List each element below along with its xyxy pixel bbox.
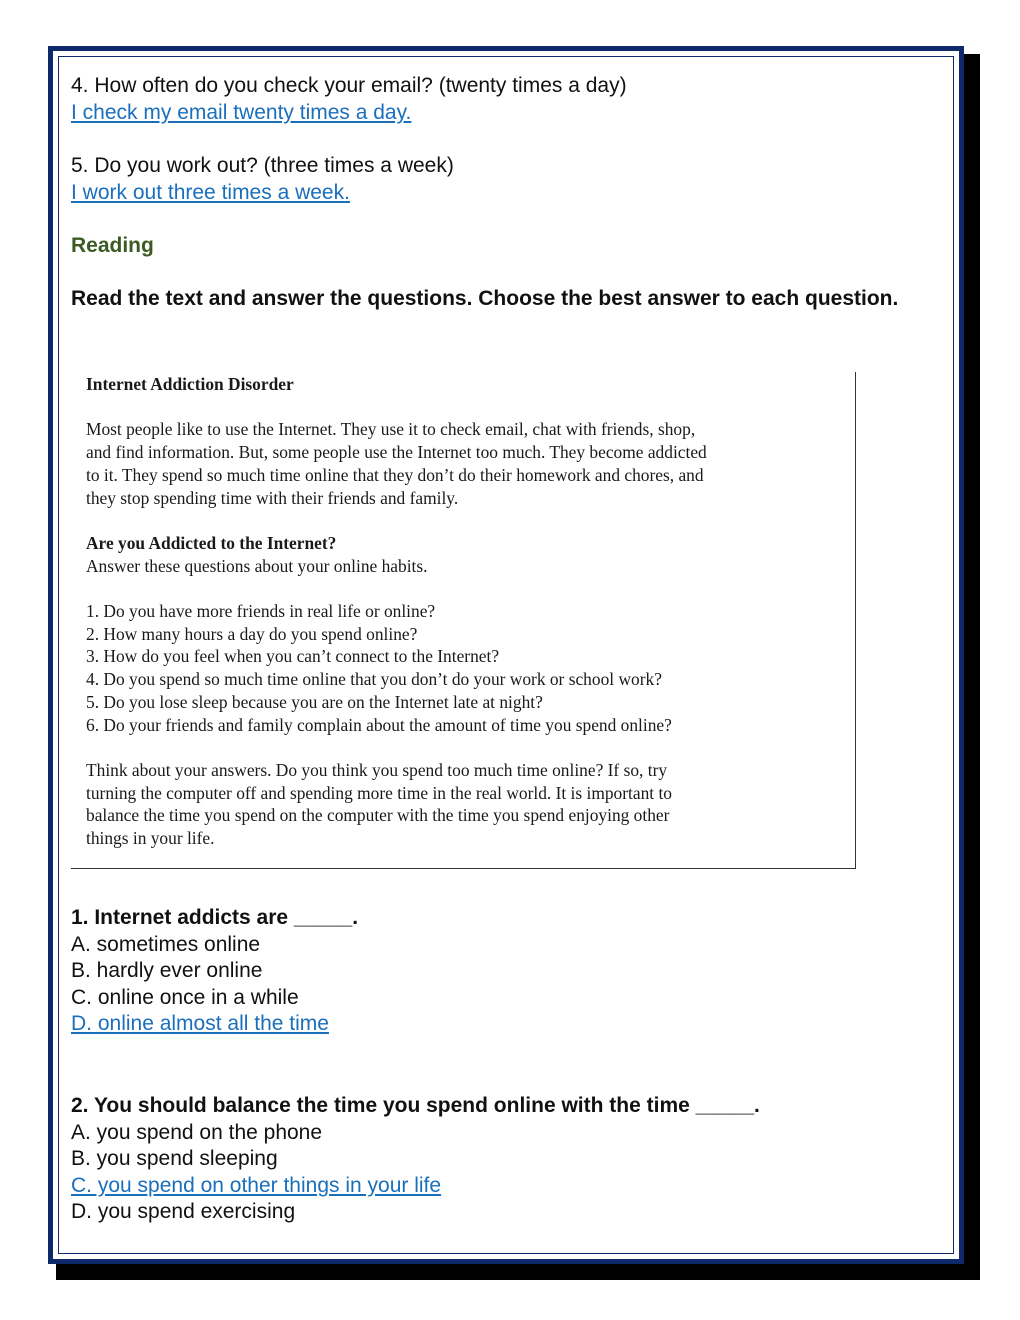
article-intro-line: to it. They spend so much time online that they don’t do their homework and chores, and: [86, 464, 704, 485]
article-subheading: Are you Addicted to the Internet?: [86, 532, 337, 553]
article-conclusion-line: things in your life.: [86, 828, 215, 848]
mcq-option-d[interactable]: D. you spend exercising: [71, 1200, 296, 1224]
article-intro-line: Most people like to use the Internet. They use it to check email, chat with friends, shop,: [86, 419, 696, 440]
reading-passage-box: [71, 372, 856, 869]
mcq-option-b[interactable]: B. hardly ever online: [71, 959, 263, 983]
mcq-option-c[interactable]: C. online once in a while: [71, 985, 299, 1009]
article-title: Internet Addiction Disorder: [86, 374, 294, 394]
mcq-option-d-correct[interactable]: D. online almost all the time: [71, 1012, 329, 1036]
mcq-question-2: [71, 1093, 901, 1226]
mcq-question-1: [71, 905, 901, 1038]
exercise-question-4: 4. How often do you check your email? (twenty times a day): [71, 74, 627, 97]
section-heading-reading: Reading: [71, 234, 154, 257]
mcq-option-a[interactable]: A. sometimes online: [71, 932, 261, 956]
article-intro-line: they stop spending time with their friends and family.: [86, 487, 459, 508]
article-conclusion-line: turning the computer off and spending more time in the real world. It is important to: [86, 782, 672, 803]
article-question: 1. Do you have more friends in real life or online?: [86, 600, 436, 621]
exercise-answer-4[interactable]: I check my email twenty times a day.: [71, 101, 412, 124]
article-question: 5. Do you lose sleep because you are on the Internet late at night?: [86, 691, 543, 712]
exercise-question-5: 5. Do you work out? (three times a week): [71, 154, 454, 177]
article-conclusion-line: Think about your answers. Do you think you spend too much time online? If so, try: [86, 759, 668, 780]
mcq-option-b[interactable]: B. you spend sleeping: [71, 1147, 278, 1171]
mcq-stem: 1. Internet addicts are _____.: [71, 906, 359, 929]
mcq-option-a[interactable]: A. you spend on the phone: [71, 1120, 323, 1144]
article-question: 6. Do your friends and family complain about the amount of time you spend online?: [86, 714, 672, 735]
article-conclusion-line: balance the time you spend on the computer with the time you spend enjoying other: [86, 805, 670, 826]
article-question: 4. Do you spend so much time online that you don’t do your work or school work?: [86, 669, 662, 690]
article-question: 2. How many hours a day do you spend online?: [86, 623, 418, 644]
mcq-option-c-correct[interactable]: C. you spend on other things in your life: [71, 1173, 442, 1197]
reading-instruction: Read the text and answer the questions. Choose the best answer to each question.: [71, 287, 899, 310]
exercise-section: [71, 72, 901, 312]
article-sub-intro: Answer these questions about your online habits.: [86, 555, 428, 576]
article-question: 3. How do you feel when you can’t connect to the Internet?: [86, 646, 500, 667]
mcq-stem: 2. You should balance the time you spend online with the time _____.: [71, 1094, 760, 1117]
exercise-answer-5[interactable]: I work out three times a week.: [71, 181, 350, 204]
article-intro-line: and find information. But, some people use the Internet too much. They become addicted: [86, 442, 707, 463]
